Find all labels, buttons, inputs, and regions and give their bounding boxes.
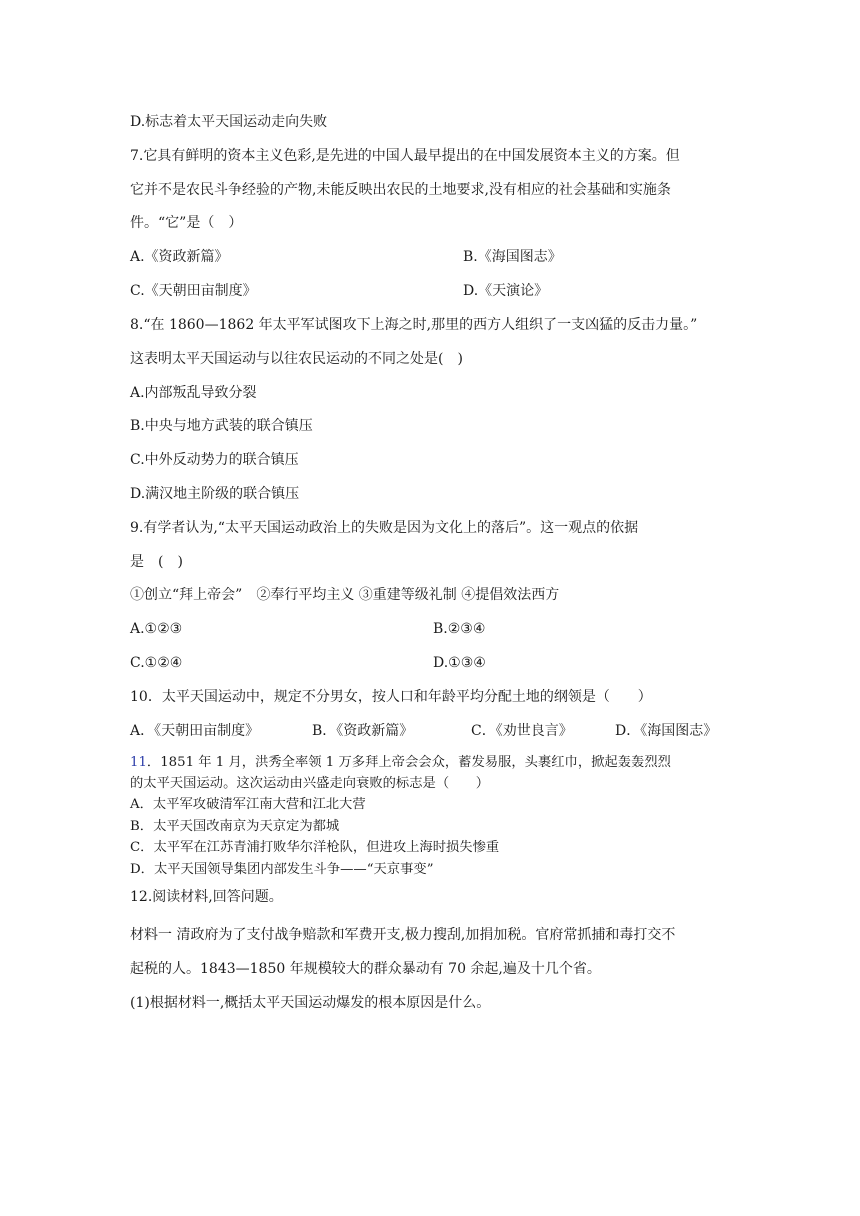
q12-subquestion-1: (1)根据材料一,概括太平天国运动爆发的根本原因是什么。 [130, 995, 491, 1011]
q12-stem: 12.阅读材料,回答问题。 [130, 889, 283, 905]
q10-option-c: C．《劝世良言》 [471, 723, 573, 739]
q7-option-b: B.《海国图志》 [463, 249, 562, 265]
q10-option-d: D．《海国图志》 [615, 723, 718, 739]
q12-material-line-1: 材料一 清政府为了支付战争赔款和军费开支,极力搜刮,加捐加税。官府常抓捕和毒打交不 [130, 927, 676, 943]
q11-number: 11 [130, 755, 147, 770]
q8-stem-line-1: 8.“在 1860—1862 年太平军试图攻下上海之时,那里的西方人组织了一支凶猛的反击力量。” [130, 317, 698, 333]
q11-option-d: D．太平天国领导集团内部发生斗争——“天京事变” [130, 862, 434, 877]
q9-option-a: A.①②③ [130, 621, 183, 637]
q8-stem-line-2: 这表明太平天国运动与以往农民运动的不同之处是( ) [130, 351, 463, 367]
q9-option-b: B.②③④ [433, 621, 486, 637]
q8-option-d: D.满汉地主阶级的联合镇压 [130, 486, 300, 502]
q9-option-d: D.①③④ [433, 655, 486, 671]
q9-option-c: C.①②④ [130, 655, 183, 671]
q11-option-b: B．太平天国改南京为天京定为都城 [130, 819, 340, 834]
q11-stem-line-2: 的太平天国运动。这次运动由兴盛走向衰败的标志是（ ） [130, 776, 490, 791]
q11-option-c: C．太平军在江苏青浦打败华尔洋枪队，但进攻上海时损失惨重 [130, 840, 500, 855]
q6-option-d: D.标志着太平天国运动走向失败 [130, 114, 328, 130]
q8-option-b: B.中央与地方武装的联合镇压 [130, 418, 313, 434]
q8-option-c: C.中外反动势力的联合镇压 [130, 452, 299, 468]
q7-stem-line-2: 它并不是农民斗争经验的产物,未能反映出农民的土地要求,没有相应的社会基础和实施条 [130, 182, 671, 198]
q9-stem-line-2: 是 ( ) [130, 554, 183, 570]
q7-option-a: A.《资政新篇》 [130, 249, 229, 265]
q7-option-c: C.《天朝田亩制度》 [130, 283, 257, 299]
q10-option-a: A．《天朝田亩制度》 [130, 723, 260, 739]
q10-stem: 10．太平天国运动中，规定不分男女，按人口和年龄平均分配土地的纲领是（ ） [130, 689, 652, 705]
q9-statements: ①创立“拜上帝会” ②奉行平均主义 ③重建等级礼制 ④提倡效法西方 [130, 587, 560, 603]
q10-option-b: B．《资政新篇》 [312, 723, 414, 739]
q9-stem-line-1: 9.有学者认为,“太平天国运动政治上的失败是因为文化上的落后”。这一观点的依据 [130, 520, 639, 536]
q7-option-d: D.《天演论》 [463, 283, 549, 299]
q11-stem-line-1 [130, 754, 671, 772]
q11-stem-text: ．1851 年 1 月，洪秀全率领 1 万多拜上帝会会众，蓄发易服，头裹红巾，掀起轰轰烈烈 [146, 755, 671, 770]
q8-option-a: A.内部叛乱导致分裂 [130, 385, 257, 401]
q7-stem-line-1: 7.它具有鲜明的资本主义色彩,是先进的中国人最早提出的在中国发展资本主义的方案。但 [130, 148, 680, 164]
q12-material-line-2: 起税的人。1843—1850 年规模较大的群众暴动有 70 余起,遍及十几个省。 [130, 961, 601, 977]
q11-option-a: A．太平军攻破清军江南大营和江北大营 [130, 797, 366, 812]
q7-stem-line-3: 件。“它”是（ ） [130, 215, 243, 231]
